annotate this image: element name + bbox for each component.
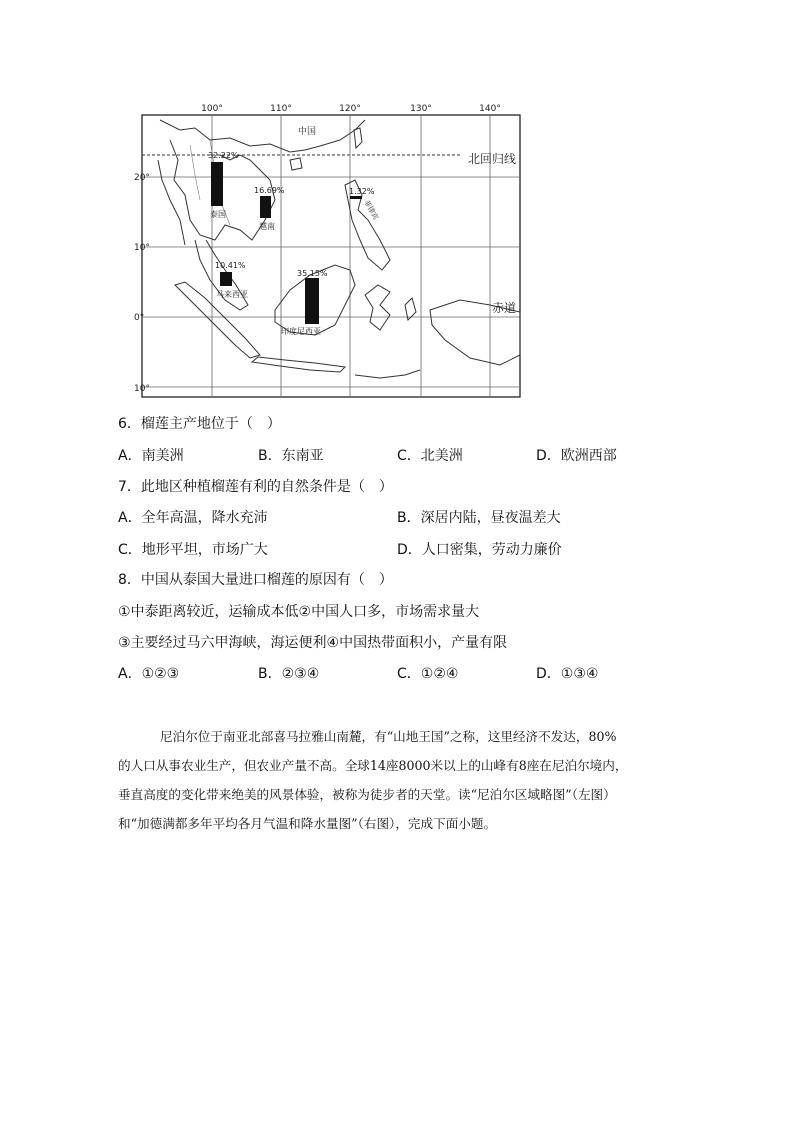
q8-statements-1-2: ①中泰距离较近，运输成本低②中国人口多，市场需求量大 <box>118 604 480 620</box>
q7-option-c[interactable]: C．地形平坦，市场广大 <box>118 542 268 558</box>
bar-percent-vietnam: 16.69% <box>254 186 285 195</box>
q8-statements-3-4: ③主要经过马六甲海峡，海运便利④中国热带面积小，产量有限 <box>118 635 508 651</box>
bar-country-indonesia: 印度尼西亚 <box>281 327 321 336</box>
q6-option-c[interactable]: C．北美洲 <box>397 448 463 464</box>
map-svg <box>134 100 525 400</box>
question-7-stem: 7．此地区种植榴莲有利的自然条件是（ ） <box>118 479 393 495</box>
passage-line-3: 垂直高度的变化带来绝美的风景体验，被称为徒步者的天堂。读“尼泊尔区域略图”（左图） <box>118 787 616 802</box>
bar-percent-philippines: 1.32% <box>349 187 375 196</box>
longitude-gridlines <box>212 115 490 397</box>
bar-country-philippines: 菲律宾 <box>362 199 380 222</box>
bar-malaysia <box>220 272 232 286</box>
lat-label-10s: 10° <box>134 384 150 394</box>
q7-option-a[interactable]: A．全年高温，降水充沛 <box>118 510 268 526</box>
bar-indonesia <box>305 278 319 324</box>
southeast-asia-durian-map <box>134 100 525 400</box>
lon-label-110: 110° <box>270 104 292 114</box>
q7-option-d[interactable]: D．人口密集，劳动力廉价 <box>397 542 562 558</box>
lat-label-20n: 20° <box>134 173 150 183</box>
q6-option-d[interactable]: D．欧洲西部 <box>536 448 617 464</box>
bar-vietnam <box>260 196 271 218</box>
latitude-gridlines <box>142 177 520 387</box>
lat-label-0: 0° <box>134 313 145 323</box>
nepal-passage <box>118 722 688 838</box>
equator-label: 赤道 <box>492 301 517 315</box>
china-label: 中国 <box>298 127 317 137</box>
lon-label-140: 140° <box>479 104 501 114</box>
q8-option-b[interactable]: B．②③④ <box>258 666 320 682</box>
q8-option-d[interactable]: D．①③④ <box>536 666 599 682</box>
q6-option-a[interactable]: A．南美洲 <box>118 448 184 464</box>
q8-option-a[interactable]: A．①②③ <box>118 666 180 682</box>
tropic-label: 北回归线 <box>468 152 517 166</box>
bar-philippines <box>350 196 362 199</box>
bar-percent-malaysia: 10.41% <box>215 261 246 270</box>
passage-line-2: 的人口从事农业生产，但农业产量不高。全球14座8000米以上的山峰有8座在尼泊尔境内， <box>118 758 628 773</box>
bar-country-malaysia: 马来西亚 <box>216 290 248 299</box>
q6-option-b[interactable]: B．东南亚 <box>258 448 324 464</box>
bar-percent-indonesia: 35.15% <box>297 269 328 278</box>
passage-line-1: 尼泊尔位于南亚北部喜马拉雅山南麓，有“山地王国”之称，这里经济不发达，80% <box>160 729 617 744</box>
lon-label-130: 130° <box>410 104 432 114</box>
lon-label-100: 100° <box>201 104 223 114</box>
bar-thailand <box>211 162 223 206</box>
bar-country-thailand: 泰国 <box>210 210 226 219</box>
bar-country-vietnam: 越南 <box>259 222 275 231</box>
production-bars <box>208 151 381 336</box>
question-6-stem: 6．榴莲主产地位于（ ） <box>118 416 281 432</box>
q7-option-b[interactable]: B．深居内陆，昼夜温差大 <box>397 510 561 526</box>
lon-label-120: 120° <box>339 104 361 114</box>
bar-percent-thailand: 32.22% <box>208 151 239 160</box>
passage-line-4: 和“加德满都多年平均各月气温和降水量图”（右图），完成下面小题。 <box>118 816 497 831</box>
q8-option-c[interactable]: C．①②④ <box>397 666 459 682</box>
longitude-labels <box>201 104 501 114</box>
lat-label-10n: 10° <box>134 243 150 253</box>
question-8-stem: 8．中国从泰国大量进口榴莲的原因有（ ） <box>118 572 393 588</box>
